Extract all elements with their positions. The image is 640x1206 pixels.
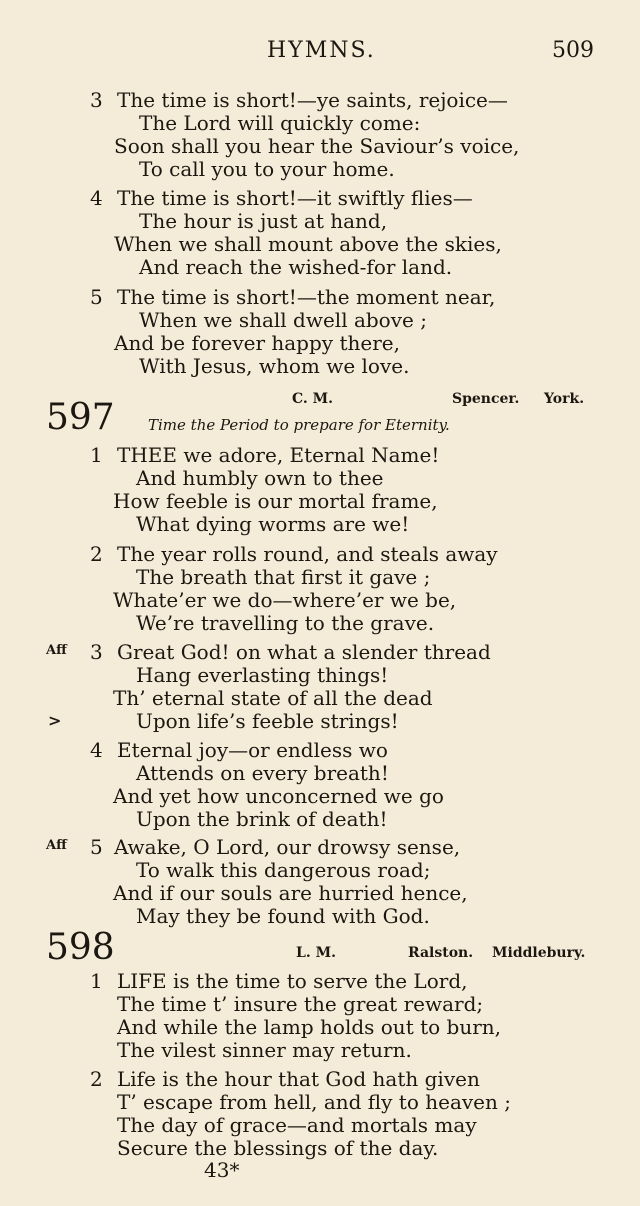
tune-name: Ralston. <box>408 945 474 961</box>
verse-line: And reach the wished-for land. <box>139 255 453 279</box>
verse-number: 3 <box>90 88 103 112</box>
verse-line: When we shall dwell above ; <box>139 308 427 332</box>
verse-line: And while the lamp holds out to burn, <box>117 1015 502 1039</box>
verse-line: The time t’ insure the great reward; <box>117 992 484 1016</box>
verse-line: The vilest sinner may return. <box>117 1038 412 1062</box>
verse-number: 4 <box>90 738 103 762</box>
verse-line: To call you to your home. <box>139 157 395 181</box>
verse-line: Great God! on what a slender thread <box>117 640 491 664</box>
verse-line: Th’ eternal state of all the dead <box>113 686 433 710</box>
verse-line: Attends on every breath! <box>136 761 389 785</box>
hymn-meter: C. M. <box>292 391 334 407</box>
verse-line: Awake, O Lord, our drowsy sense, <box>114 835 461 859</box>
verse-line: And be forever happy there, <box>114 331 400 355</box>
verse-line: And if our souls are hurried hence, <box>113 881 468 905</box>
verse-line: The Lord will quickly come: <box>139 111 421 135</box>
verse-number: 3 <box>90 640 103 664</box>
verse-line: Soon shall you hear the Saviour’s voice, <box>114 134 520 158</box>
verse-line: Upon life’s feeble strings! <box>136 709 399 733</box>
verse-line: LIFE is the time to serve the Lord, <box>117 969 468 993</box>
crescendo-mark: > <box>48 711 62 730</box>
running-title: HYMNS. <box>267 38 376 63</box>
verse-number: 2 <box>90 542 103 566</box>
tune-name: Spencer. <box>452 391 520 407</box>
verse-line: The day of grace—and mortals may <box>117 1113 477 1137</box>
verse-number: 1 <box>90 969 103 993</box>
verse-line: When we shall mount above the skies, <box>114 232 502 256</box>
verse-line: The time is short!—ye saints, rejoice— <box>117 88 508 112</box>
verse-line: To walk this dangerous road; <box>136 858 431 882</box>
verse-line: How feeble is our mortal frame, <box>113 489 438 513</box>
verse-line: Whate’er we do—where’er we be, <box>113 588 457 612</box>
hymn-number: 597 <box>46 397 115 438</box>
verse-line: What dying worms are we! <box>136 512 410 536</box>
page-header <box>0 38 640 68</box>
hymn-meter: L. M. <box>296 945 336 961</box>
verse-number: 5 <box>90 285 103 309</box>
verse-line: Eternal joy—or endless wo <box>117 738 388 762</box>
verse-line: Life is the hour that God hath given <box>117 1067 480 1091</box>
tune-name: Middlebury. <box>492 945 586 961</box>
verse-line: And yet how unconcerned we go <box>113 784 444 808</box>
verse-line: The breath that first it gave ; <box>136 565 431 589</box>
verse-line: The year rolls round, and steals away <box>117 542 498 566</box>
hymn-number: 598 <box>46 927 115 968</box>
verse-line: Hang everlasting things! <box>136 663 389 687</box>
performance-mark: Aff <box>46 643 67 658</box>
verse-line: The hour is just at hand, <box>139 209 388 233</box>
verse-line: And humbly own to thee <box>136 466 384 490</box>
verse-line: T’ escape from hell, and fly to heaven ; <box>117 1090 511 1114</box>
verse-number: 5 <box>90 835 103 859</box>
verse-line: THEE we adore, Eternal Name! <box>117 443 440 467</box>
tune-name: York. <box>544 391 585 407</box>
verse-line: May they be found with God. <box>136 904 430 928</box>
hymn-title: Time the Period to prepare for Eternity. <box>148 416 450 434</box>
performance-mark: Aff <box>46 838 67 853</box>
verse-number: 1 <box>90 443 103 467</box>
verse-line: The time is short!—it swiftly flies— <box>117 186 473 210</box>
verse-number: 2 <box>90 1067 103 1091</box>
verse-line: With Jesus, whom we love. <box>139 354 410 378</box>
page-number: 509 <box>552 38 594 63</box>
verse-line: Secure the blessings of the day. <box>117 1136 439 1160</box>
signature-mark: 43* <box>204 1158 240 1182</box>
verse-line: The time is short!—the moment near, <box>117 285 496 309</box>
verse-number: 4 <box>90 186 103 210</box>
verse-line: We’re travelling to the grave. <box>136 611 435 635</box>
verse-line: Upon the brink of death! <box>136 807 388 831</box>
